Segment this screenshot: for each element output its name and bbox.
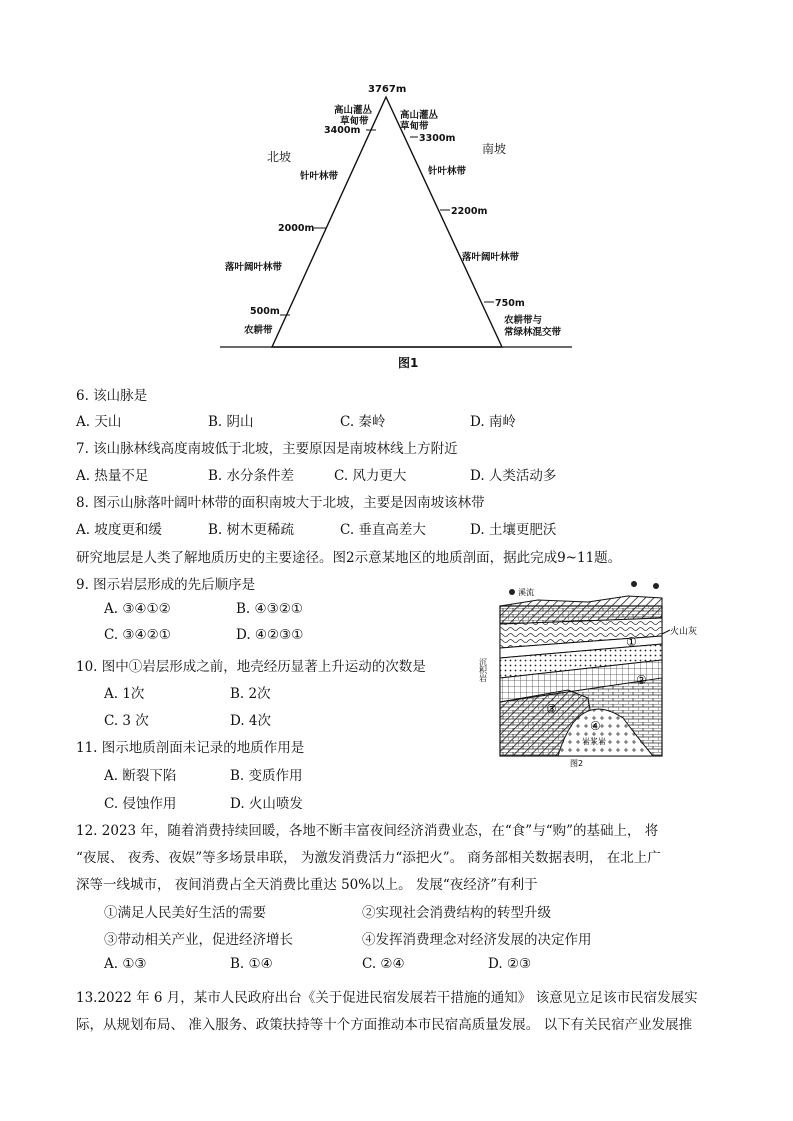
south-alt-3300: 3300m (419, 133, 456, 144)
q12-option-d: D. ②③ (488, 956, 532, 972)
q13-line-1: 13.2022 年 6 月，某市人民政府出台《关于促进民宿发展若干措施的通知》 该意见立足该市民宿发展实 (76, 990, 698, 1006)
peak-altitude: 3767m (368, 84, 407, 95)
q7-option-d: D. 人类活动多 (470, 468, 557, 484)
north-alpine-label-1: 高山灌丛 (334, 105, 373, 116)
q10-stem: 10. 图中①岩层形成之前，地壳经历显著上升运动的次数是 (76, 659, 426, 675)
q8-stem: 8. 图示山脉落叶阔叶林带的面积南坡大于北坡，主要是因南坡该林带 (76, 495, 485, 511)
south-alpine-label-1: 高山灌丛 (400, 110, 439, 121)
q10-option-a: A. 1次 (104, 686, 145, 702)
q12-line-1: 12. 2023 年，随着消费持续回暖，各地不断丰富夜间经济消费业态，在“食”与“购”的基础上， 将 (76, 823, 659, 839)
q12-line-3: 深等一线城市， 夜间消费占全天消费比重达 50%以上。 发展“夜经济”有利于 (76, 877, 538, 893)
intro-9-11: 研究地层是人类了解地质历史的主要途径。图2示意某地区的地质剖面，据此完成9~11题。 (76, 550, 622, 566)
q6-stem: 6. 该山脉是 (76, 388, 148, 404)
q9-option-c: C. ③④②① (104, 627, 171, 643)
tree-icon (653, 583, 659, 589)
q12-statement-1: ①满足人民美好生活的需要 (104, 905, 266, 921)
q13-line-2: 际，从规划布局、 准入服务、政策扶持等十个方面推动本市民宿高质量发展。 以下有关民宿产业发展推 (76, 1017, 693, 1033)
q6-option-c: C. 秦岭 (340, 414, 386, 430)
q12-option-a: A. ①③ (104, 956, 147, 972)
q12-option-b: B. ①④ (230, 956, 273, 972)
south-slope-label: 南坡 (482, 142, 507, 156)
q11-option-d: D. 火山喷发 (230, 796, 303, 812)
north-alt-2000: 2000m (278, 223, 315, 234)
stream-label: 溪流 (518, 588, 534, 597)
south-deciduous-label: 落叶阔叶林带 (462, 252, 520, 263)
south-alpine-label-2: 草甸带 (400, 121, 429, 132)
q8-option-c: C. 垂直高差大 (340, 522, 426, 538)
north-slope-label: 北坡 (267, 150, 292, 164)
south-alt-2200: 2200m (451, 206, 488, 217)
q6-option-a: A. 天山 (76, 414, 122, 430)
north-conifer-label: 针叶林带 (300, 171, 339, 182)
layer-number-4: ④ (590, 719, 601, 733)
q12-statement-3: ③带动相关产业，促进经济增长 (104, 932, 293, 948)
south-alt-750: 750m (495, 298, 525, 309)
q11-option-c: C. 侵蚀作用 (104, 796, 177, 812)
ash-pointer (662, 630, 670, 634)
figure2-caption: 图2 (570, 759, 584, 768)
q10-option-b: B. 2次 (230, 686, 271, 702)
mountain-triangle (272, 97, 502, 347)
volcanic-ash-label: 火山灰 (670, 627, 698, 637)
layer-number-1: ① (626, 635, 637, 649)
north-farm-label: 农耕带 (244, 325, 273, 336)
q9-option-a: A. ③④①② (104, 601, 171, 617)
north-alpine-label-2: 草甸带 (340, 116, 369, 127)
north-alt-3400: 3400m (324, 125, 361, 136)
q8-option-a: A. 坡度更和缓 (76, 522, 162, 538)
q12-statement-4: ④发挥消费理念对经济发展的决定作用 (362, 932, 592, 948)
q10-option-d: D. 4次 (230, 713, 272, 729)
south-farm-label-1: 农耕带与 (504, 315, 543, 326)
magma-rock-label: 岩浆岩 (582, 737, 606, 746)
layer-number-2: ② (636, 673, 647, 687)
layer-number-3: ③ (546, 702, 557, 716)
q7-option-c: C. 风力更大 (334, 468, 407, 484)
q7-option-a: A. 热量不足 (76, 468, 149, 484)
north-alt-500: 500m (250, 306, 280, 317)
q7-option-b: B. 水分条件差 (208, 468, 295, 484)
q8-option-b: B. 树木更稀疏 (208, 522, 295, 538)
q8-option-d: D. 土壤更肥沃 (470, 522, 557, 538)
south-farm-label-2: 常绿林混交带 (504, 327, 562, 338)
q10-option-c: C. 3 次 (104, 713, 149, 729)
q11-option-b: B. 变质作用 (230, 768, 303, 784)
q12-line-2: “夜展、 夜秀、夜娱”等多场景串联， 为激发消费活力“添把火”。 商务部相关数据表明， 在北上广 (76, 850, 661, 866)
q9-option-d: D. ④②③① (236, 627, 304, 643)
q12-option-c: C. ②④ (362, 956, 405, 972)
figure2-geologic-section (478, 578, 698, 768)
q11-option-a: A. 断裂下陷 (104, 768, 177, 784)
q11-stem: 11. 图示地质剖面未记录的地质作用是 (76, 740, 305, 756)
figure1-mountain-diagram (220, 75, 580, 375)
q7-stem: 7. 该山脉林线高度南坡低于北坡，主要原因是南坡林线上方附近 (76, 441, 458, 457)
sedimentary-rock-label: 沉积岩 (478, 658, 488, 682)
q9-option-b: B. ④③②① (236, 601, 303, 617)
q6-option-d: D. 南岭 (470, 414, 516, 430)
q9-stem: 9. 图示岩层形成的先后顺序是 (76, 577, 256, 593)
q6-option-b: B. 阴山 (208, 414, 254, 430)
q12-statement-2: ②实现社会消费结构的转型升级 (362, 905, 551, 921)
stream-icon (509, 589, 515, 595)
south-conifer-label: 针叶林带 (428, 166, 467, 177)
north-deciduous-label: 落叶阔叶林带 (225, 262, 283, 273)
tree-icon (631, 581, 637, 587)
figure1-caption: 图1 (398, 356, 419, 370)
